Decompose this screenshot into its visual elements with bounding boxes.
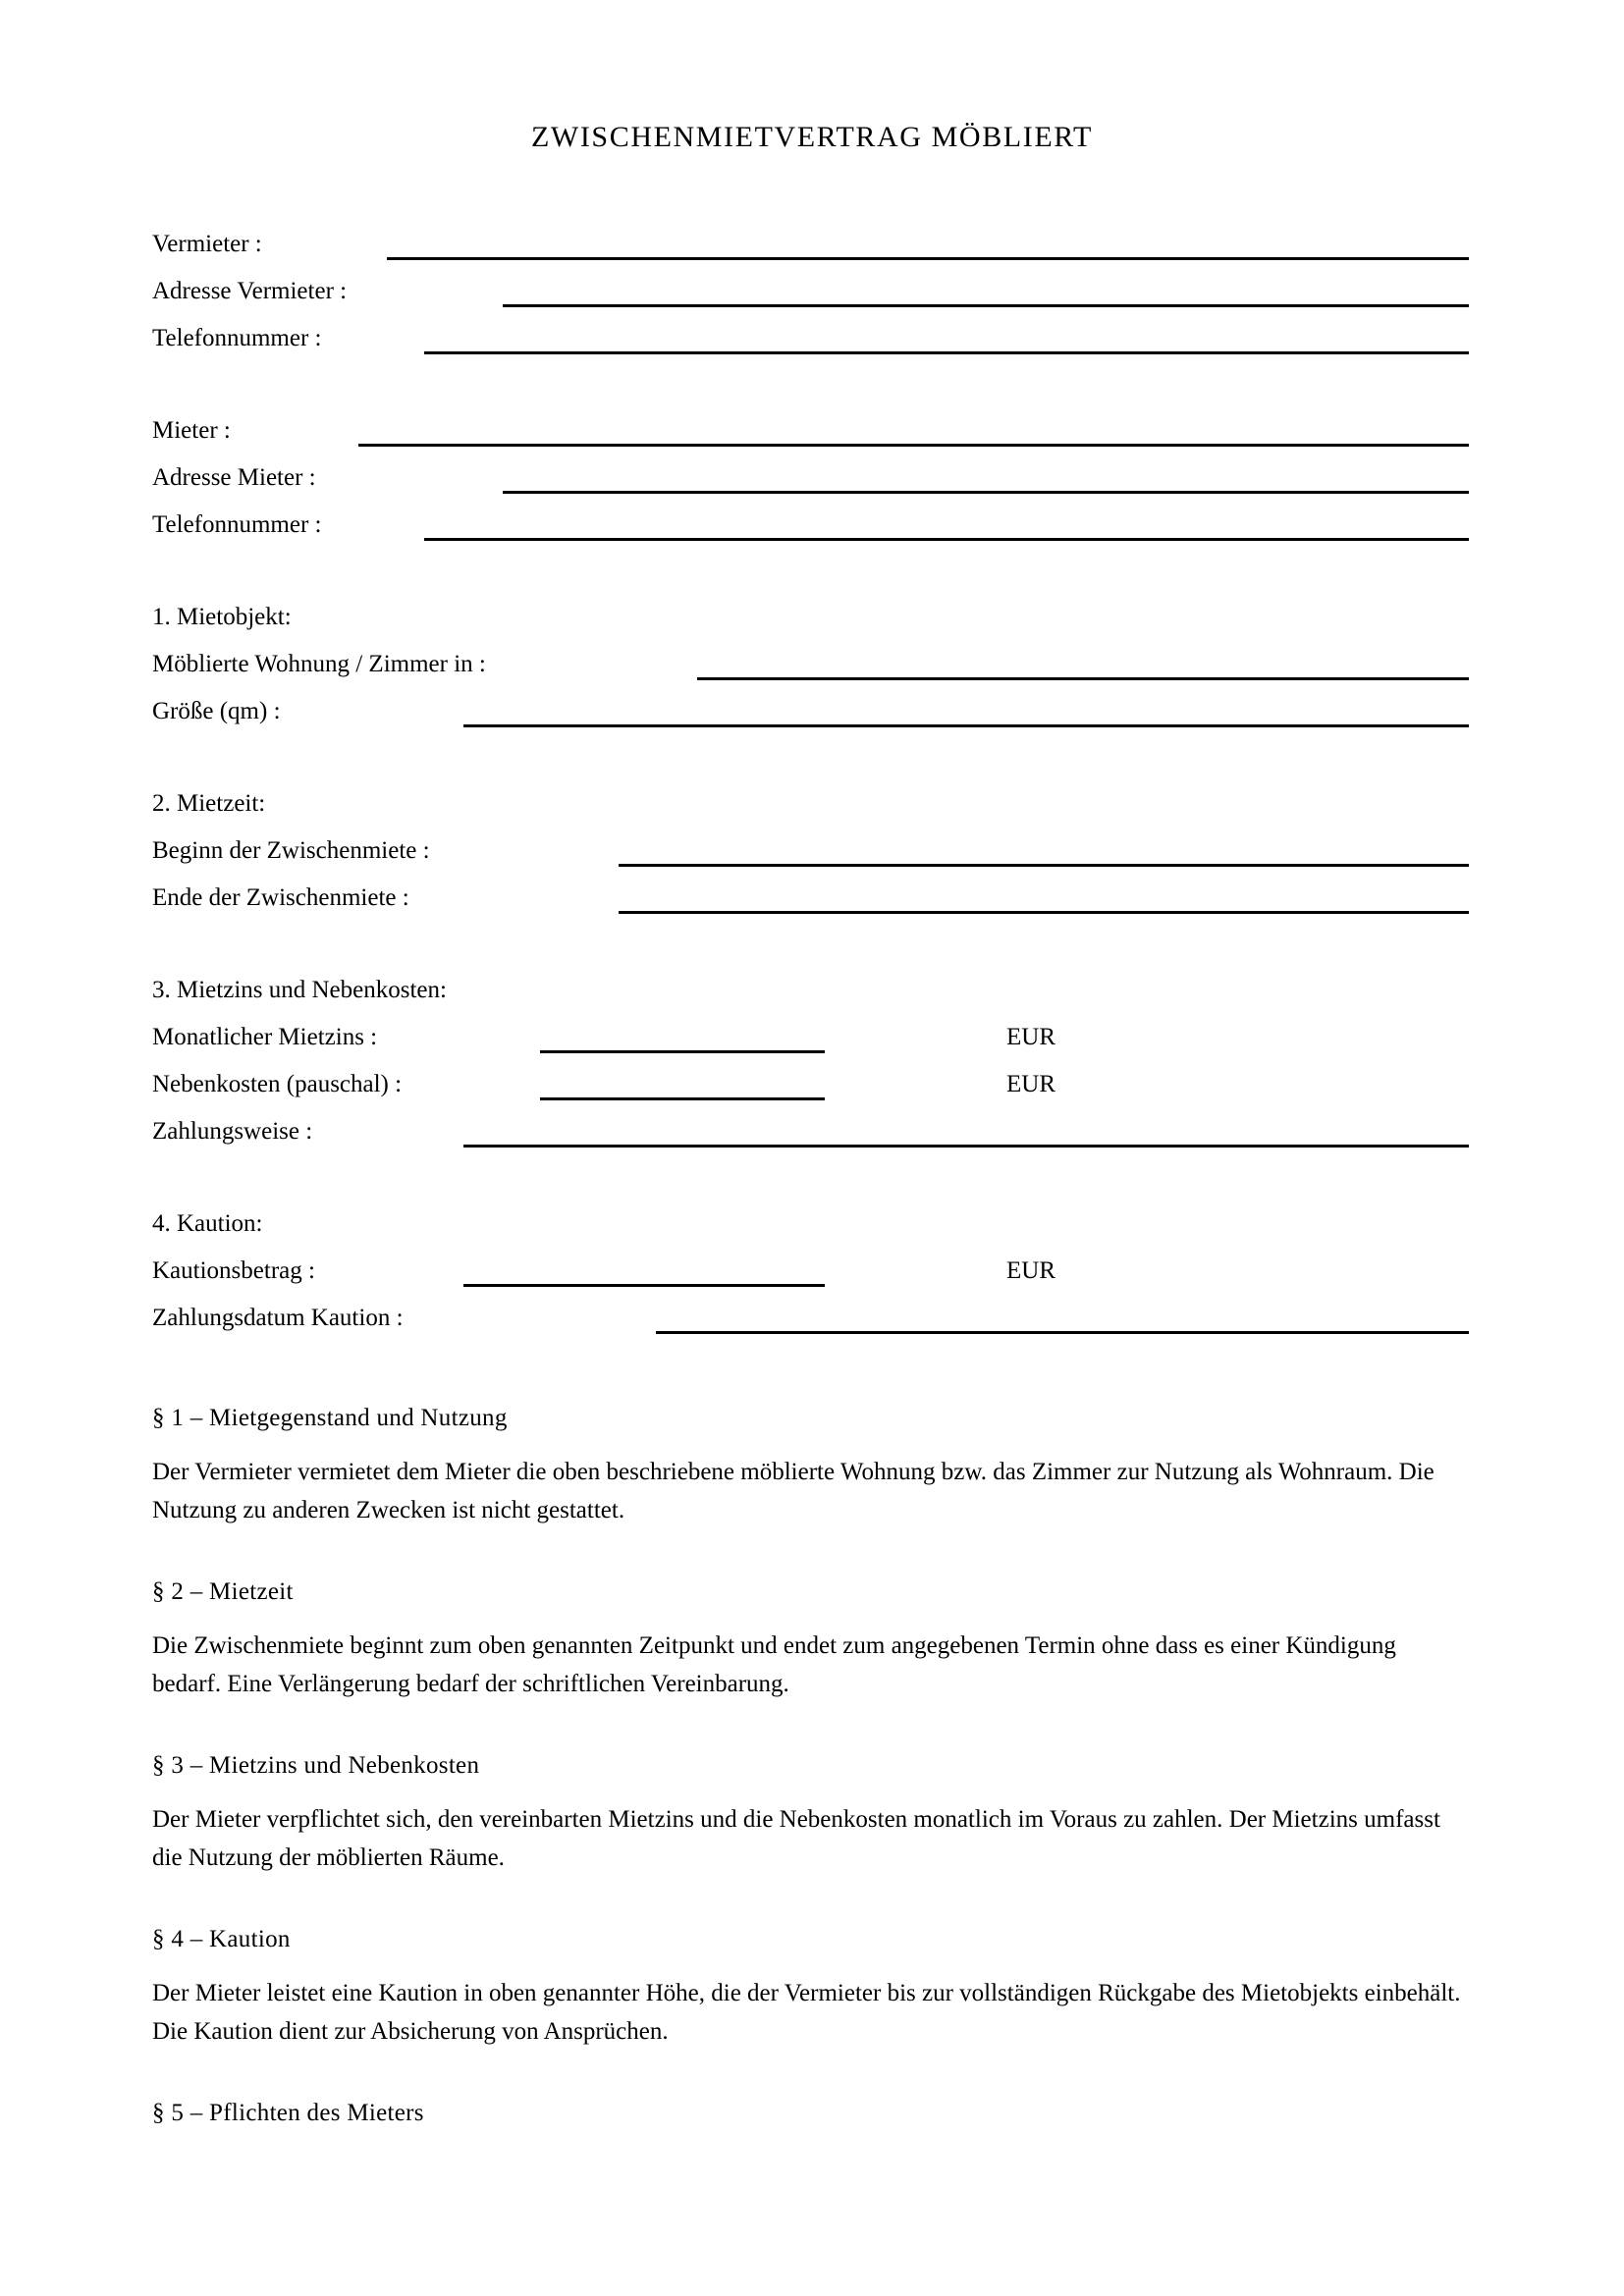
deposit-amount-currency: EUR: [1006, 1257, 1056, 1284]
utilities-input[interactable]: [540, 1097, 825, 1100]
payment-method-input[interactable]: [463, 1145, 1469, 1148]
tenant-name-input[interactable]: [358, 444, 1469, 447]
clause-4-body: Der Mieter leistet eine Kaution in oben genannter Höhe, die der Vermieter bis zur vollständigen Rückgabe des Mietobjekts einbehält. Die Kaution dient zur Absicherung von Ansprüchen.: [152, 1980, 1461, 2045]
clause-3-heading: § 3 – Mietzins und Nebenkosten: [152, 1752, 480, 1779]
field-row-deposit-amount: [152, 1248, 1469, 1295]
sublet-start-label: Beginn der Zwischenmiete :: [152, 837, 430, 864]
object-location-label: Möblierte Wohnung / Zimmer in :: [152, 651, 486, 677]
field-row-monthly-rent: [152, 1014, 1469, 1061]
spacer: [152, 362, 1469, 407]
spacer: [152, 549, 1469, 594]
utilities-currency: EUR: [1006, 1071, 1056, 1097]
section-2-heading: 2. Mietzeit:: [152, 790, 266, 817]
landlord-block: [152, 221, 1469, 362]
sublet-end-input[interactable]: [619, 911, 1469, 914]
clause-2-body: Die Zwischenmiete beginnt zum oben genannten Zeitpunkt und endet zum angegebenen Termin ohne dass es einer Kündigung bedarf. Eine Verlängerung bedarf der schriftlichen Vereinbarung.: [152, 1632, 1396, 1697]
monthly-rent-input[interactable]: [540, 1050, 825, 1053]
sublet-start-input[interactable]: [619, 864, 1469, 867]
tenant-address-input[interactable]: [503, 491, 1469, 494]
section-mietobjekt: [152, 594, 1469, 735]
landlord-phone-input[interactable]: [424, 351, 1469, 354]
sublet-end-label: Ende der Zwischenmiete :: [152, 884, 409, 911]
clause-1-body: Der Vermieter vermietet dem Mieter die oben beschriebene möblierte Wohnung bzw. das Zimmer zur Nutzung als Wohnraum. Die Nutzung zu anderen Zwecken ist nicht gestattet.: [152, 1459, 1435, 1523]
object-size-input[interactable]: [463, 724, 1469, 727]
field-row-object-location: [152, 641, 1469, 688]
utilities-label: Nebenkosten (pauschal) :: [152, 1071, 403, 1097]
clause-2-heading: § 2 – Mietzeit: [152, 1578, 294, 1605]
deposit-amount-label: Kautionsbetrag :: [152, 1257, 315, 1284]
field-row-landlord-phone: [152, 315, 1469, 362]
spacer: [152, 1155, 1469, 1201]
clause-3: [152, 1748, 1469, 1877]
spacer: [152, 922, 1469, 967]
spacer: [152, 1342, 1469, 1401]
landlord-address-input[interactable]: [503, 304, 1469, 307]
clause-3-body: Der Mieter verpflichtet sich, den vereinbarten Mietzins und die Nebenkosten monatlich im Voraus zu zahlen. Der Mietzins umfasst die Nutzung der möblierten Räume.: [152, 1806, 1440, 1871]
field-row-sublet-start: [152, 828, 1469, 875]
deposit-date-label: Zahlungsdatum Kaution :: [152, 1305, 404, 1331]
field-row-tenant-name: [152, 407, 1469, 454]
clause-4: [152, 1922, 1469, 2051]
landlord-phone-label: Telefonnummer :: [152, 325, 322, 351]
clause-1-heading: § 1 – Mietgegenstand und Nutzung: [152, 1405, 508, 1431]
field-row-landlord-address: [152, 268, 1469, 315]
tenant-name-label: Mieter :: [152, 417, 231, 444]
deposit-amount-input[interactable]: [463, 1284, 825, 1287]
field-row-sublet-end: [152, 875, 1469, 922]
tenant-phone-label: Telefonnummer :: [152, 511, 322, 538]
clause-4-heading: § 4 – Kaution: [152, 1926, 291, 1952]
clause-5-heading: § 5 – Pflichten des Mieters: [152, 2100, 424, 2126]
tenant-address-label: Adresse Mieter :: [152, 464, 316, 491]
field-row-object-size: [152, 688, 1469, 735]
section-3-heading: 3. Mietzins und Nebenkosten:: [152, 977, 447, 1003]
field-row-landlord-name: [152, 221, 1469, 268]
spacer: [152, 735, 1469, 780]
object-size-label: Größe (qm) :: [152, 698, 281, 724]
section-1-heading: 1. Mietobjekt:: [152, 604, 292, 630]
field-row-payment-method: [152, 1108, 1469, 1155]
landlord-address-label: Adresse Vermieter :: [152, 278, 348, 304]
section-mietzeit: [152, 780, 1469, 922]
landlord-name-input[interactable]: [387, 257, 1469, 260]
landlord-name-label: Vermieter :: [152, 231, 262, 257]
page-title: ZWISCHENMIETVERTRAG MÖBLIERT: [531, 121, 1093, 153]
field-row-tenant-phone: [152, 502, 1469, 549]
document-body: [152, 0, 1469, 2148]
payment-method-label: Zahlungsweise :: [152, 1118, 313, 1145]
section-kaution: [152, 1201, 1469, 1342]
clause-5: [152, 2096, 1469, 2130]
section-4-heading: 4. Kaution:: [152, 1210, 263, 1237]
clause-2: [152, 1575, 1469, 1703]
field-row-deposit-date: [152, 1295, 1469, 1342]
tenant-phone-input[interactable]: [424, 538, 1469, 541]
object-location-input[interactable]: [697, 677, 1469, 680]
clause-1: [152, 1401, 1469, 1529]
deposit-date-input[interactable]: [656, 1331, 1469, 1334]
field-row-tenant-address: [152, 454, 1469, 502]
tenant-block: [152, 407, 1469, 549]
monthly-rent-currency: EUR: [1006, 1024, 1056, 1050]
field-row-utilities: [152, 1061, 1469, 1108]
monthly-rent-label: Monatlicher Mietzins :: [152, 1024, 378, 1050]
section-mietzins: [152, 967, 1469, 1155]
